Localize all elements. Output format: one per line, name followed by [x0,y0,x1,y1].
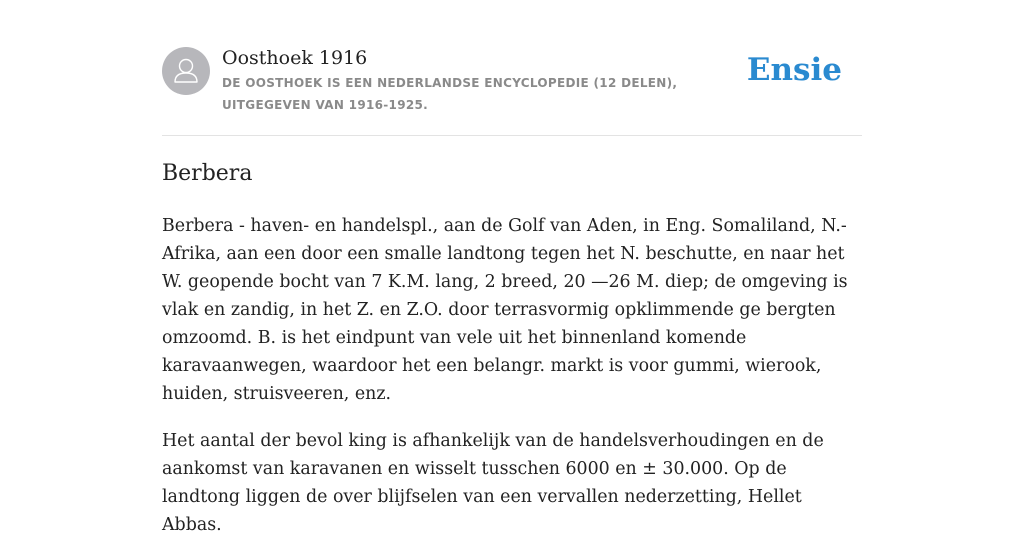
avatar[interactable] [162,47,210,95]
article-paragraph: Het aantal der bevol king is afhankelijk van de handelsverhoudingen en de aankomst van karavanen en wisselt tusschen 6000 en ± 30.000. Op de landtong liggen de over blijfselen van een vervallen nederzetting, Hellet Abbas. [162,431,824,535]
user-silhouette-icon [162,47,210,95]
source-description: DE OOSTHOEK IS EEN NEDERLANDSE ENCYCLOPEDIE (12 DELEN), UITGEGEVEN VAN 1916-1925. [222,76,678,112]
article-title: Berbera [162,161,253,186]
article-paragraph: Berbera - haven- en handelspl., aan de Golf van Aden, in Eng. Somaliland, N.-Afrika, aan een door een smalle landtong tegen het N. beschutte, en naar het W. geopende bocht van 7 K.M. lang, 2 breed, 20 —26 M. diep; de omgeving is vlak en zandig, in het Z. en Z.O. door terrasvormig opklimmende ge bergten omzoomd. B. is het eindpunt van vele uit het binnenland komende karavaanwegen, waardoor het een belangr. markt is voor gummi, wierook, huiden, struisveeren, enz. [162,216,848,404]
site-logo[interactable]: Ensie [746,52,842,88]
source-name[interactable]: Oosthoek 1916 [222,47,368,69]
source-header [162,44,862,136]
article [162,158,864,558]
